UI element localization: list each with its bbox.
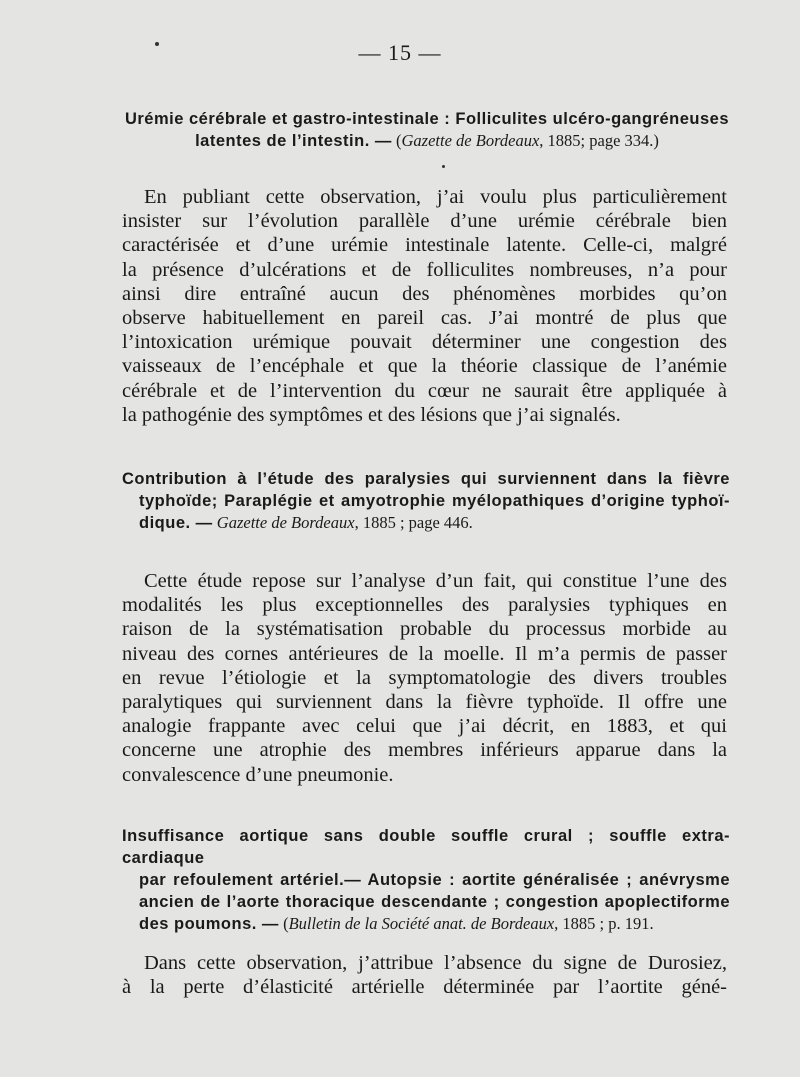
citation-source: Gazette de Bordeaux [216, 513, 355, 532]
heading-line: ancien de l’aorte thoracique descendante ; congestion apoplectiforme [139, 893, 730, 911]
heading-line: typhoïde; Paraplégie et amyotrophie myélopathiques d’origine typhoï- [139, 492, 730, 510]
paragraph-line: niveau des cornes antérieures de la moelle. Il m’a permis de passer [122, 642, 727, 665]
heading-line: Contribution à l’étude des paralysies qui surviennent dans la fièvre [122, 470, 730, 488]
heading-line [122, 913, 730, 935]
paragraph-line: en revue l’étiologie et la symptomatologie des divers troubles [122, 666, 727, 689]
paragraph-line: à la perte d’élasticité artérielle déterminée par l’aortite géné- [122, 976, 727, 999]
paragraph-line: analogie frappante avec celui que j’ai décrit, en 1883, et qui [122, 715, 727, 738]
heading-line-text: des poumons. — [139, 915, 279, 933]
citation-rest: , 1885 ; page 446. [354, 513, 473, 532]
heading-line-text: dique. — [139, 514, 213, 532]
heading-line-text: latentes de l’intestin. — [195, 132, 392, 150]
paragraph-line: insister sur l’évolution parallèle d’une urémie cérébrale bien [122, 210, 727, 233]
paragraph-line: vaisseaux de l’encéphale et que la théorie classique de l’anémie [122, 355, 727, 378]
ink-speck [155, 42, 159, 46]
section-2-heading [122, 468, 730, 534]
paragraph-line: concerne une atrophie des membres inférieurs apparue dans la [122, 739, 727, 762]
heading-line: Urémie cérébrale et gastro-intestinale : Folliculites ulcéro-gangréneuses [124, 110, 730, 128]
citation [213, 513, 473, 532]
paragraph-line: ainsi dire entraîné aucun des phénomènes morbides qu’on [122, 282, 727, 305]
paragraph-line: modalités les plus exceptionnelles des paralysies typhiques en [122, 594, 727, 617]
section-3-heading [122, 825, 730, 935]
paragraph-line: cérébrale et de l’intervention du cœur ne saurait être appliquée à [122, 379, 727, 402]
section-3-paragraph [122, 951, 727, 999]
paragraph-line: Cette étude repose sur l’analyse d’un fait, qui constitue l’une des [144, 570, 727, 592]
ink-speck [442, 165, 445, 168]
heading-line [122, 512, 730, 534]
citation-source: Gazette de Bordeaux [401, 131, 540, 150]
citation-rest: , 1885 ; p. 191. [554, 914, 654, 933]
section-1-paragraph [122, 185, 727, 427]
citation-open: ( [278, 914, 289, 933]
section-1-heading [122, 108, 732, 152]
paragraph-line: caractérisée et d’une urémie intestinale latente. Celle-ci, malgré [122, 234, 727, 257]
citation [279, 914, 654, 933]
paragraph-line: paralytiques qui surviennent dans la fièvre typhoïde. Il offre une [122, 691, 727, 714]
heading-line: par refoulement artériel.— Autopsie : aortite généralisée ; anévrysme [139, 871, 730, 889]
paragraph-line: la pathogénie des symptômes et des lésions que j’ai signalés. [122, 403, 621, 426]
citation-open: ( [391, 131, 402, 150]
paragraph-line: raison de la systématisation probable du processus morbide au [122, 618, 727, 641]
paragraph-line: l’intoxication urémique pouvait déterminer une congestion des [122, 331, 727, 354]
paragraph-line: Dans cette observation, j’attribue l’absence du signe de Durosiez, [144, 952, 727, 974]
heading-line: Insuffisance aortique sans double souffle crural ; souffle extra-cardiaque [122, 827, 730, 867]
citation [392, 131, 659, 150]
citation-source: Bulletin de la Société anat. de Bordeaux [288, 914, 555, 933]
paragraph-line: En publiant cette observation, j’ai voulu plus particulièrement [144, 186, 727, 208]
citation-rest: , 1885; page 334.) [539, 131, 659, 150]
paragraph-line: la présence d’ulcérations et de folliculites nombreuses, n’a pour [122, 258, 727, 281]
heading-line [122, 130, 732, 152]
section-2-paragraph [122, 569, 727, 787]
paragraph-line: observe habituellement en pareil cas. J’ai montré de plus que [122, 307, 727, 330]
page-number: — 15 — [358, 40, 442, 65]
paragraph-line: convalescence d’une pneumonie. [122, 763, 394, 786]
